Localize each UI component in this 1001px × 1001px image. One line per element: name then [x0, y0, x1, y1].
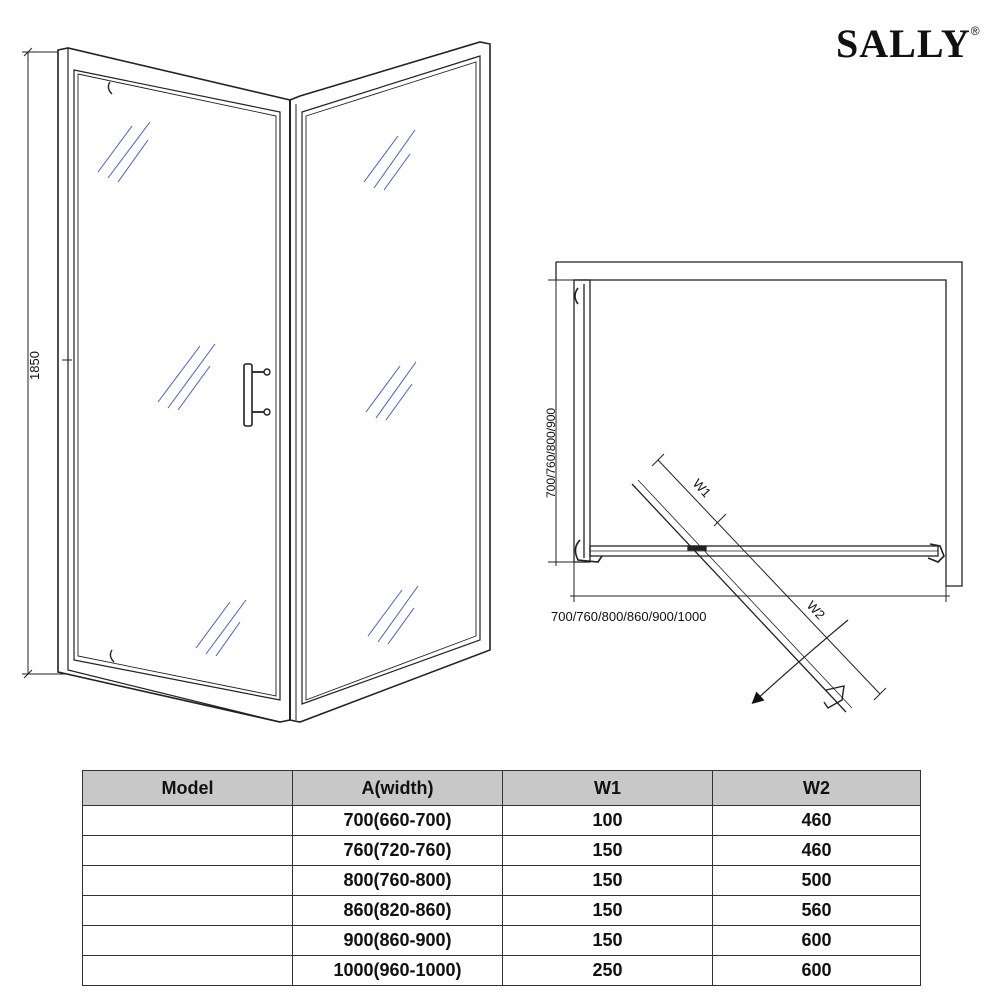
cell-w1: 150 — [503, 836, 713, 866]
header-width: A(width) — [293, 771, 503, 806]
w1-label: W1 — [689, 475, 715, 501]
w2-label: W2 — [803, 597, 829, 623]
plan-view — [548, 262, 962, 712]
registered-mark: ® — [970, 24, 981, 38]
cell-width: 700(660-700) — [293, 806, 503, 836]
cell-w2: 460 — [713, 836, 921, 866]
table-row — [83, 866, 921, 896]
table-row — [83, 836, 921, 866]
cell-width: 800(760-800) — [293, 866, 503, 896]
cell-w1: 150 — [503, 896, 713, 926]
cell-width: 860(820-860) — [293, 896, 503, 926]
cell-w2: 600 — [713, 926, 921, 956]
cell-model — [83, 836, 293, 866]
cell-w1: 150 — [503, 926, 713, 956]
table-row — [83, 896, 921, 926]
table-row — [83, 926, 921, 956]
cell-width: 900(860-900) — [293, 926, 503, 956]
cell-w1: 250 — [503, 956, 713, 986]
cell-width: 1000(960-1000) — [293, 956, 503, 986]
plan-side-dimension-label: 700/760/800/900 — [544, 407, 558, 498]
cell-model — [83, 806, 293, 836]
elevation-view — [22, 42, 490, 722]
cell-w1: 100 — [503, 806, 713, 836]
cell-model — [83, 896, 293, 926]
header-w2: W2 — [713, 771, 921, 806]
spec-table — [82, 770, 921, 986]
brand-name: SALLY — [836, 21, 971, 66]
cell-width: 760(720-760) — [293, 836, 503, 866]
cell-w2: 500 — [713, 866, 921, 896]
cell-model — [83, 866, 293, 896]
height-dimension-label: 1850 — [27, 351, 42, 380]
header-w1: W1 — [503, 771, 713, 806]
table-row — [83, 806, 921, 836]
cell-model — [83, 956, 293, 986]
table-header-row — [83, 771, 921, 806]
cell-model — [83, 926, 293, 956]
cell-w1: 150 — [503, 866, 713, 896]
cell-w2: 600 — [713, 956, 921, 986]
table-row — [83, 956, 921, 986]
header-model: Model — [83, 771, 293, 806]
plan-bottom-dimension-label: 700/760/800/860/900/1000 — [551, 609, 707, 624]
cell-w2: 560 — [713, 896, 921, 926]
cell-w2: 460 — [713, 806, 921, 836]
